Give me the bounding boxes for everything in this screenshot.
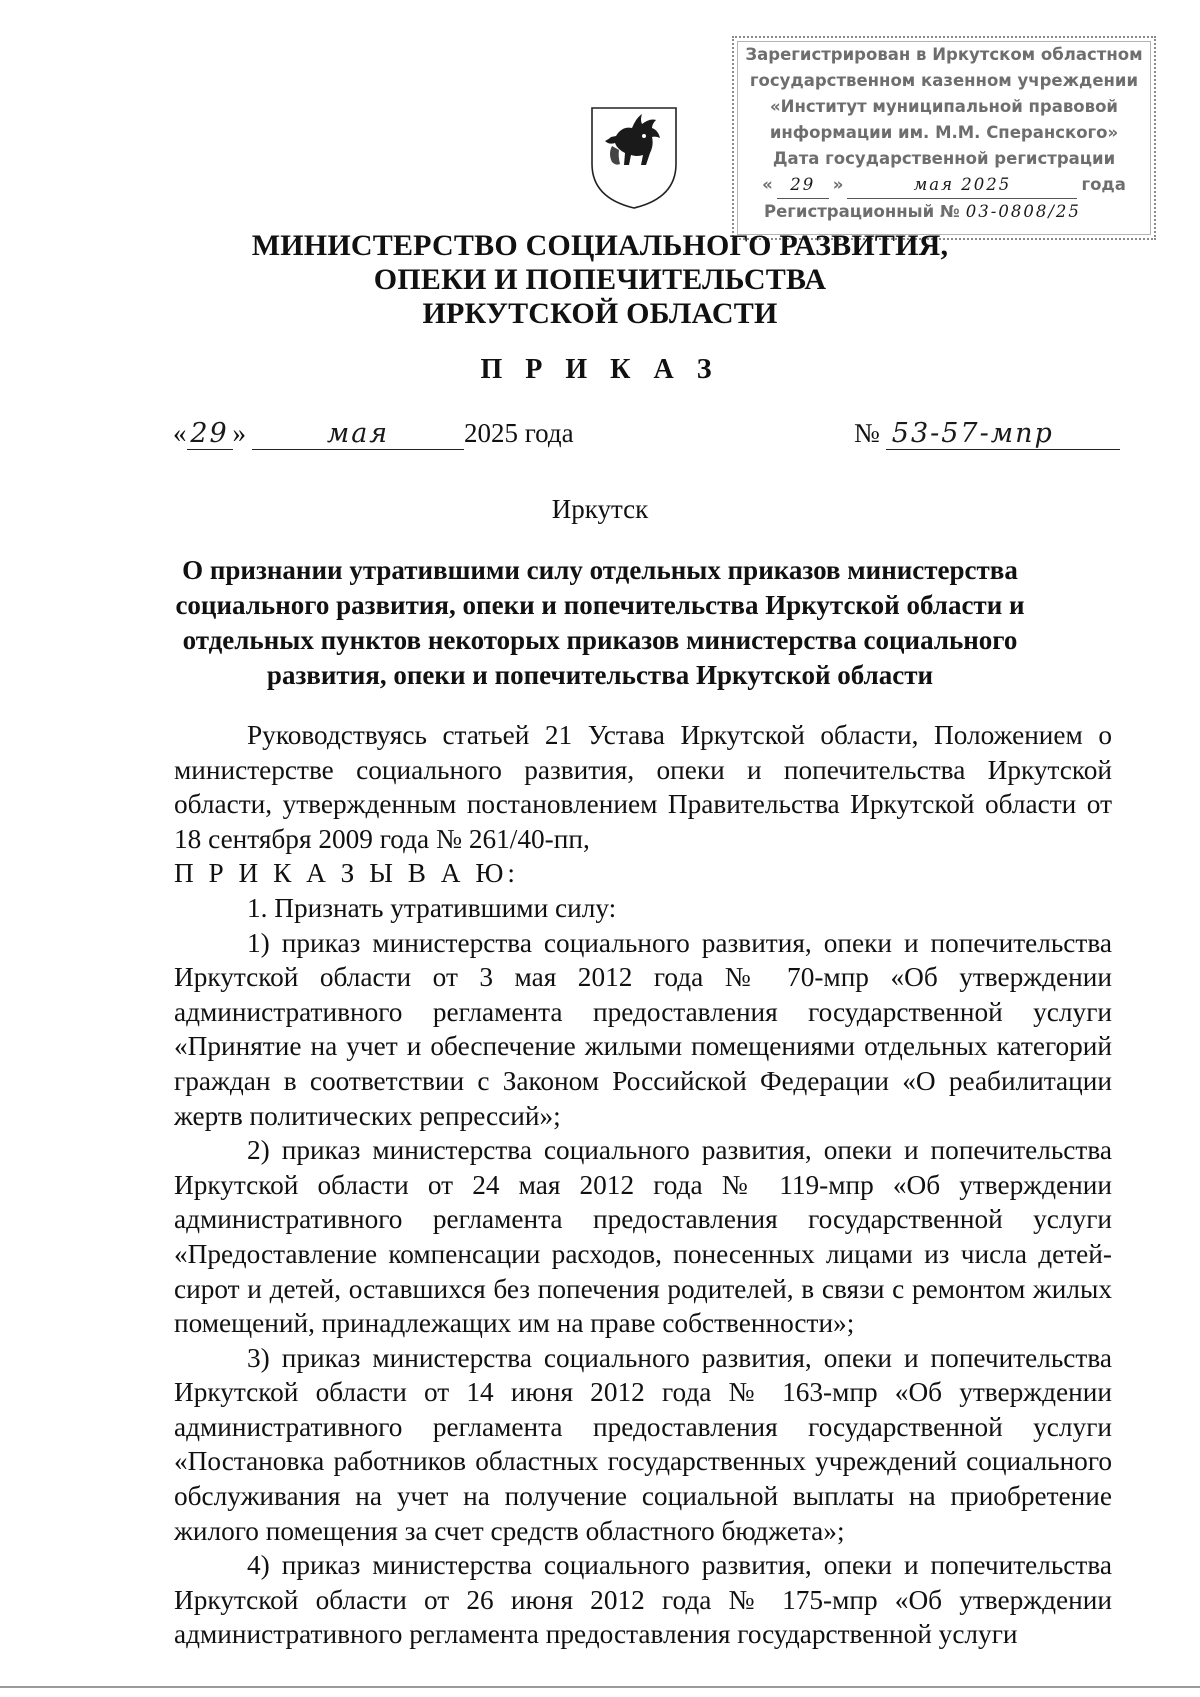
sub-item: 1) приказ министерства социального развития, опеки и попечительства Иркутской области от 3 мая 2012 года № 70-мпр «Об утверждении административного регламента предоставления государственной услуги «Принятие на учет и обеспечение жилыми помещениями отдельных категорий граждан в соответствии с Законом Российской Федерации «О реабилитации жертв политических репрессий»; xyxy=(174,927,1112,1131)
city: Иркутск xyxy=(551,494,649,524)
stamp-line: Зарегистрирован в Иркутском областном xyxy=(745,45,1143,64)
coat-of-arms-icon xyxy=(586,102,682,212)
page-bottom-divider xyxy=(0,1686,1200,1688)
stamp-date-suffix: года xyxy=(1081,175,1126,194)
stamp-reg-label: Регистрационный № xyxy=(764,202,960,221)
document-type: П Р И К А З xyxy=(480,354,720,385)
stamp-date-open: « xyxy=(762,175,773,194)
stamp-line: «Институт муниципальной правовой xyxy=(770,97,1118,116)
stamp-reg-row xyxy=(734,199,1154,225)
date-quote-close: » xyxy=(232,418,246,448)
title-line: социального развития, опеки и попечительства Иркутской области и xyxy=(175,590,1025,620)
order-date xyxy=(173,418,574,450)
stamp-line: государственном казенном учреждении xyxy=(749,71,1139,90)
title-line: отдельных пунктов некоторых приказов министерства социального xyxy=(182,625,1018,655)
sub-item: 4) приказ министерства социального развития, опеки и попечительства Иркутской области от 26 июня 2012 года № 175-мпр «Об утверждении административного регламента предоставления государственной услуги xyxy=(174,1550,1112,1650)
order-day: 29 xyxy=(187,418,233,450)
ministry-title-line: ИРКУТСКОЙ ОБЛАСТИ xyxy=(422,297,778,330)
title-line: развития, опеки и попечительства Иркутской области xyxy=(266,660,934,690)
preamble-paragraph: Руководствуясь статьей 21 Устава Иркутской области, Положением о министерстве социального развития, опеки и попечительства Иркутской области, утвержденным постановлением Правительства Иркутской области от 18 сентября 2009 года № 261/40-пп, xyxy=(174,720,1112,854)
sub-item: 2) приказ министерства социального развития, опеки и попечительства Иркутской области от 24 мая 2012 года № 119-мпр «Об утверждении административного регламента предоставления государственной услуги «Предоставление компенсации расходов, понесенных лицами из числа детей-сирот и детей, оставшихся без попечения родителей, в связи с ремонтом жилых помещений, принадлежащих им на праве собственности»; xyxy=(174,1135,1112,1339)
order-year: 2025 года xyxy=(464,418,574,448)
order-body xyxy=(174,718,1112,1652)
sub-item: 3) приказ министерства социального развития, опеки и попечительства Иркутской области от 14 июня 2012 года № 163-мпр «Об утверждении административного регламента предоставления государственной услуги «Постановка работников областных государственных учреждений социального обслуживания на учет на получение социальной выплаты на приобретение жилого помещения за счет средств областного бюджета»; xyxy=(174,1342,1112,1546)
ministry-title-line: ОПЕКИ И ПОПЕЧИТЕЛЬСТВА xyxy=(373,263,827,296)
stamp-reg-number: 03-0808/25 xyxy=(965,202,1081,221)
number-sign: № xyxy=(854,418,880,448)
registration-stamp xyxy=(732,36,1156,240)
item-heading: 1. Признать утратившими силу: xyxy=(247,892,617,923)
stamp-line: Дата государственной регистрации xyxy=(772,149,1116,168)
stamp-line: информации им. М.М. Сперанского» xyxy=(769,123,1119,142)
date-quote-open: « xyxy=(173,418,187,448)
order-month: мая xyxy=(252,418,464,450)
stamp-date-close: » xyxy=(832,175,844,194)
ministry-title-line: МИНИСТЕРСТВО СОЦИАЛЬНОГО РАЗВИТИЯ, xyxy=(251,229,949,262)
order-number xyxy=(854,418,1120,450)
order-title xyxy=(140,553,1060,693)
order-number-value: 53-57-мпр xyxy=(886,418,1120,450)
title-line: О признании утратившими силу отдельных приказов министерства xyxy=(182,555,1018,585)
stamp-date-day: 29 xyxy=(777,172,829,199)
stamp-date-month-year: мая 2025 xyxy=(847,172,1077,199)
order-word: П Р И К А З Ы В А Ю: xyxy=(174,858,519,889)
stamp-date-row xyxy=(734,172,1154,199)
